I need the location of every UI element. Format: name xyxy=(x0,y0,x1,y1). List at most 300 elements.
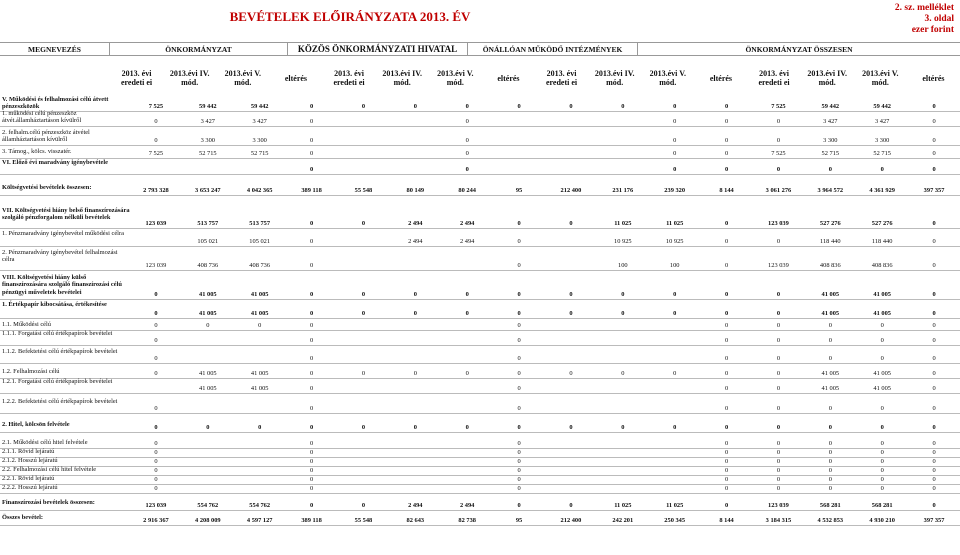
cell-value: 41 005 xyxy=(821,384,840,392)
cell-value: 0 xyxy=(517,237,521,245)
cell-value: 3 653 247 xyxy=(195,186,221,194)
annex-number: 2. sz. melléklet xyxy=(894,3,954,13)
cell-value: 100 xyxy=(618,261,628,269)
cell-value: 3 061 276 xyxy=(765,186,792,194)
cell-value: 0 xyxy=(932,261,936,269)
cell-value: 2 494 xyxy=(459,237,475,245)
cell-value: 0 xyxy=(673,149,677,157)
cell-value: 123 039 xyxy=(768,261,789,269)
column-header: 2013.évi V. mód. xyxy=(437,69,474,87)
cell-value: 0 xyxy=(880,404,884,412)
cell-value: 0 xyxy=(880,354,884,362)
cell-value: 2 494 xyxy=(408,501,423,509)
row-label: 1.2. Felhalmozási célú xyxy=(2,368,60,375)
cell-value: 100 xyxy=(669,261,680,269)
row-divider xyxy=(0,363,960,364)
cell-value: 95 xyxy=(515,186,523,194)
cell-value: 0 xyxy=(880,475,884,483)
table-row xyxy=(0,330,960,344)
row-divider xyxy=(0,413,960,414)
row-label: VI. Előző évi maradvány igénybevétele xyxy=(2,159,108,166)
cell-value: 389 118 xyxy=(301,516,322,524)
cell-value: 0 xyxy=(932,237,936,245)
cell-value: 2 916 367 xyxy=(143,516,169,524)
cell-value: 0 xyxy=(361,423,366,431)
cell-value: 0 xyxy=(724,309,729,317)
row-divider xyxy=(0,525,960,526)
cell-value: 0 xyxy=(828,165,832,173)
cell-value: 397 357 xyxy=(923,516,945,524)
cell-value: 0 xyxy=(569,102,573,110)
cell-value: 0 xyxy=(517,466,521,474)
cell-value: 242 201 xyxy=(612,516,634,524)
cell-value: 0 xyxy=(517,309,521,317)
cell-value: 0 xyxy=(828,484,832,492)
cell-value: 3 300 xyxy=(874,136,890,144)
row-divider xyxy=(0,345,960,346)
cell-value: 95 xyxy=(515,516,523,524)
cell-value: 0 xyxy=(154,290,158,298)
cell-value: 41 005 xyxy=(199,290,217,298)
cell-value: 0 xyxy=(569,501,573,509)
cell-value: 0 xyxy=(621,102,625,110)
cell-value: 0 xyxy=(413,423,417,431)
cell-value: 10 925 xyxy=(665,237,684,245)
cell-value: 0 xyxy=(413,102,417,110)
cell-value: 59 442 xyxy=(250,102,269,110)
cell-value: 7 525 xyxy=(771,149,786,157)
row-label: 2. felhalm.célú pénzeszköz átvétel államháztartáson kívülről xyxy=(2,129,90,144)
cell-value: 0 xyxy=(517,475,521,483)
cell-value: 41 005 xyxy=(821,290,840,298)
cell-value: 41 005 xyxy=(250,384,269,392)
table-row xyxy=(0,274,960,298)
cell-value: 0 xyxy=(932,457,936,465)
cell-value: 0 xyxy=(413,290,417,298)
cell-value: 41 005 xyxy=(250,369,269,377)
cell-value: 0 xyxy=(465,117,469,125)
cell-value: 212 400 xyxy=(560,516,582,524)
row-label: 1. Értékpapír kibocsátása, értékesítése xyxy=(2,301,107,308)
cell-value: 0 xyxy=(517,423,521,431)
cell-value: 0 xyxy=(517,384,521,392)
column-header: 2013.évi IV. mód. xyxy=(594,69,635,87)
table-row xyxy=(0,348,960,362)
cell-value: 513 757 xyxy=(249,219,271,227)
cell-value: 3 300 xyxy=(252,136,267,144)
cell-value: 0 xyxy=(621,290,625,298)
cell-value: 0 xyxy=(724,404,729,412)
cell-value: 0 xyxy=(569,290,573,298)
cell-value: 0 xyxy=(309,261,314,269)
row-label: 2.1. Működési célú hitel felvétele xyxy=(2,439,88,446)
cell-value: 0 xyxy=(932,369,936,377)
cell-value: 52 715 xyxy=(821,149,840,157)
cell-value: 0 xyxy=(932,384,936,392)
cell-value: 0 xyxy=(413,309,417,317)
cell-value: 0 xyxy=(828,457,832,465)
cell-value: 0 xyxy=(517,501,521,509)
cell-value: 41 005 xyxy=(873,309,891,317)
column-header: 2013.évi IV. mód. xyxy=(169,69,210,87)
cell-value: 0 xyxy=(309,117,314,125)
cell-value: 0 xyxy=(258,321,262,329)
cell-value: 0 xyxy=(517,404,521,412)
table-row xyxy=(0,321,960,329)
table-row xyxy=(0,378,960,392)
row-divider xyxy=(0,174,960,175)
cell-value: 0 xyxy=(828,448,832,456)
cell-value: 0 xyxy=(673,290,677,298)
cell-value: 0 xyxy=(517,369,521,377)
cell-value: 0 xyxy=(309,149,314,157)
cell-value: 0 xyxy=(724,102,729,110)
cell-value: 0 xyxy=(154,369,158,377)
cell-value: 0 xyxy=(154,475,158,483)
table-row xyxy=(0,110,960,125)
cell-value: 0 xyxy=(361,102,366,110)
cell-value: 3 300 xyxy=(823,136,838,144)
cell-value: 0 xyxy=(776,309,781,317)
column-header: eltérés xyxy=(922,73,945,83)
cell-value: 0 xyxy=(776,336,781,344)
cell-value: 55 548 xyxy=(354,516,373,524)
row-label: Összes bevétel: xyxy=(2,514,43,521)
cell-value: 554 762 xyxy=(249,501,271,509)
cell-value: 0 xyxy=(724,237,729,245)
cell-value: 4 042 365 xyxy=(246,186,273,194)
cell-value: 0 xyxy=(517,439,521,447)
cell-value: 0 xyxy=(517,321,521,329)
cell-value: 0 xyxy=(828,336,832,344)
row-divider xyxy=(0,432,960,433)
cell-value: 0 xyxy=(724,501,729,509)
row-label: 2.1.2. Hosszú lejáratú xyxy=(2,457,58,464)
cell-value: 0 xyxy=(724,354,729,362)
table-row xyxy=(0,475,960,483)
cell-value: 0 xyxy=(309,466,314,474)
cell-value: 3 427 xyxy=(200,117,215,125)
cell-value: 0 xyxy=(361,309,366,317)
cell-value: 408 736 xyxy=(197,261,219,269)
row-label: 2. Pénzmaradvány igénybevétel felhalmozási célra xyxy=(2,249,118,264)
row-label: 2.2.1. Rövid lejáratú xyxy=(2,475,55,482)
row-label: 1. működési célú pénzeszköz átvét.államháztartáson kívülről xyxy=(2,110,82,125)
cell-value: 0 xyxy=(880,448,884,456)
cell-value: 0 xyxy=(724,117,729,125)
row-divider xyxy=(0,195,960,196)
cell-value: 0 xyxy=(776,475,781,483)
cell-value: 513 757 xyxy=(197,219,219,227)
cell-value: 0 xyxy=(465,165,469,173)
cell-value: 41 005 xyxy=(199,384,217,392)
cell-value: 105 021 xyxy=(249,237,271,245)
cell-value: 7 525 xyxy=(148,149,164,157)
row-label: 1.1. Működési célú xyxy=(2,321,51,328)
table-row xyxy=(0,421,960,431)
page-number: 3. oldal xyxy=(924,14,954,24)
cell-value: 0 xyxy=(776,321,781,329)
cell-value: 0 xyxy=(465,309,469,317)
column-header: 2013. évi eredeti ei xyxy=(120,69,153,87)
group-header-row xyxy=(0,42,960,56)
cell-value: 0 xyxy=(724,321,729,329)
cell-value: 11 025 xyxy=(614,219,632,227)
cell-value: 0 xyxy=(932,423,936,431)
cell-value: 0 xyxy=(880,457,884,465)
cell-value: 41 005 xyxy=(199,309,217,317)
row-label: 2. Hitel, kölcsön felvétele xyxy=(2,421,70,428)
cell-value: 0 xyxy=(309,501,314,509)
table-row xyxy=(0,466,960,474)
cell-value: 527 276 xyxy=(871,219,893,227)
cell-value: 0 xyxy=(932,501,936,509)
cell-value: 3 427 xyxy=(823,117,838,125)
row-label: 1. Pénzmaradvány igénybevétel működési célra xyxy=(2,230,124,237)
cell-value: 4 930 210 xyxy=(869,516,895,524)
cell-value: 2 494 xyxy=(408,219,423,227)
cell-value: 212 400 xyxy=(560,186,582,194)
cell-value: 0 xyxy=(880,165,884,173)
cell-value: 4 361 929 xyxy=(869,186,895,194)
cell-value: 0 xyxy=(361,369,366,377)
cell-value: 0 xyxy=(724,448,729,456)
table-row xyxy=(0,159,960,173)
cell-value: 0 xyxy=(621,309,625,317)
cell-value: 0 xyxy=(154,336,158,344)
table-row xyxy=(0,184,960,194)
cell-value: 0 xyxy=(517,457,521,465)
cell-value: 0 xyxy=(932,475,936,483)
cell-value: 2 494 xyxy=(459,501,475,509)
cell-value: 0 xyxy=(465,149,469,157)
cell-value: 0 xyxy=(776,290,781,298)
cell-value: 0 xyxy=(932,448,936,456)
cell-value: 231 176 xyxy=(612,186,634,194)
cell-value: 0 xyxy=(309,369,314,377)
cell-value: 0 xyxy=(776,384,781,392)
cell-value: 0 xyxy=(154,309,158,317)
cell-value: 8 144 xyxy=(719,516,734,524)
cell-value: 0 xyxy=(776,136,781,144)
cell-value: 0 xyxy=(776,404,781,412)
cell-value: 52 715 xyxy=(199,149,217,157)
cell-value: 0 xyxy=(776,354,781,362)
page-title: BEVÉTELEK ELŐIRÁNYZATA 2013. ÉV xyxy=(229,9,471,24)
cell-value: 0 xyxy=(673,309,677,317)
cell-value: 0 xyxy=(309,404,314,412)
cell-value: 0 xyxy=(932,354,936,362)
cell-value: 0 xyxy=(309,290,314,298)
cell-value: 0 xyxy=(932,404,936,412)
table-row xyxy=(0,439,960,447)
cell-value: 59 442 xyxy=(873,102,891,110)
cell-value: 0 xyxy=(673,102,677,110)
row-label: VIII. Költségvetési hiány külső finanszírozására szolgáló finanszírozási célú pénzügyi műveletek bevételei xyxy=(2,274,122,296)
row-divider xyxy=(0,126,960,127)
cell-value: 7 525 xyxy=(148,102,164,110)
cell-value: 11 025 xyxy=(666,219,684,227)
column-header: 2013. évi eredeti ei xyxy=(545,69,578,87)
cell-value: 41 005 xyxy=(873,384,891,392)
cell-value: 0 xyxy=(569,219,573,227)
cell-value: 0 xyxy=(154,484,158,492)
row-label: 1.2.2. Befektetési célú értékpapírok bevételei xyxy=(2,398,118,405)
cell-value: 0 xyxy=(724,475,729,483)
cell-value: 0 xyxy=(673,165,677,173)
table-row xyxy=(0,514,960,524)
cell-value: 0 xyxy=(206,423,210,431)
cell-value: 0 xyxy=(517,219,521,227)
cell-value: 0 xyxy=(413,369,417,377)
cell-value: 0 xyxy=(776,466,781,474)
cell-value: 10 925 xyxy=(614,237,632,245)
column-header: 2013.évi IV. mód. xyxy=(807,69,847,87)
cell-value: 0 xyxy=(517,261,521,269)
cell-value: 41 005 xyxy=(873,290,891,298)
row-divider xyxy=(0,145,960,146)
cell-value: 0 xyxy=(932,309,936,317)
table-row xyxy=(0,368,960,377)
cell-value: 118 440 xyxy=(871,237,893,245)
cell-value: 118 440 xyxy=(820,237,841,245)
cell-value: 568 281 xyxy=(819,501,841,509)
cell-value: 123 039 xyxy=(145,219,167,227)
cell-value: 0 xyxy=(465,423,469,431)
cell-value: 0 xyxy=(828,423,832,431)
cell-value: 0 xyxy=(309,423,314,431)
table-row xyxy=(0,96,960,110)
cell-value: 3 427 xyxy=(874,117,890,125)
cell-value: 0 xyxy=(880,484,884,492)
cell-value: 0 xyxy=(309,336,314,344)
cell-value: 0 xyxy=(724,336,729,344)
row-label: 1.1.1. Forgatási célú értékpapírok bevételei xyxy=(2,330,113,337)
group-header: ÖNKORMÁNYZAT ÖSSZESEN xyxy=(745,44,853,54)
cell-value: 0 xyxy=(932,117,936,125)
cell-value: 0 xyxy=(932,136,936,144)
group-header: KÖZÖS ÖNKORMÁNYZATI HIVATAL xyxy=(288,43,468,55)
cell-value: 0 xyxy=(621,369,625,377)
cell-value: 11 025 xyxy=(666,501,684,509)
cell-value: 0 xyxy=(309,354,314,362)
cell-value: 4 532 853 xyxy=(817,516,844,524)
cell-value: 527 276 xyxy=(819,219,841,227)
cell-value: 0 xyxy=(724,457,729,465)
cell-value: 0 xyxy=(724,484,729,492)
cell-value: 0 xyxy=(673,423,677,431)
cell-value: 80 244 xyxy=(458,186,476,194)
cell-value: 0 xyxy=(724,290,729,298)
column-header: eltérés xyxy=(709,73,733,83)
cell-value: 568 281 xyxy=(871,501,893,509)
cell-value: 0 xyxy=(880,321,884,329)
cell-value: 4 597 127 xyxy=(246,516,273,524)
cell-value: 408 736 xyxy=(249,261,271,269)
cell-value: 0 xyxy=(932,102,936,110)
cell-value: 0 xyxy=(724,369,729,377)
cell-value: 0 xyxy=(880,423,884,431)
cell-value: 0 xyxy=(673,369,677,377)
cell-value: 0 xyxy=(154,404,158,412)
cell-value: 0 xyxy=(828,466,832,474)
cell-value: 0 xyxy=(309,448,314,456)
cell-value: 3 184 315 xyxy=(765,516,792,524)
unit-label: ezer forint xyxy=(911,25,954,35)
cell-value: 0 xyxy=(517,336,521,344)
cell-value: 0 xyxy=(465,369,469,377)
cell-value: 0 xyxy=(569,423,573,431)
column-header-row xyxy=(110,66,960,90)
cell-value: 0 xyxy=(465,290,469,298)
row-label: 2.1.1. Rövid lejáratú xyxy=(2,448,55,455)
cell-value: 4 208 009 xyxy=(195,516,221,524)
cell-value: 41 005 xyxy=(821,309,840,317)
cell-value: 0 xyxy=(309,475,314,483)
cell-value: 52 715 xyxy=(250,149,269,157)
row-label: V. Működési és felhalmozási célú átvett pénzeszközök xyxy=(2,96,109,111)
cell-value: 0 xyxy=(776,439,781,447)
cell-value: 0 xyxy=(361,501,366,509)
cell-value: 0 xyxy=(517,290,521,298)
cell-value: 0 xyxy=(932,484,936,492)
table-row xyxy=(0,398,960,412)
cell-value: 0 xyxy=(309,484,314,492)
cell-value: 2 494 xyxy=(408,237,423,245)
cell-value: 0 xyxy=(724,165,729,173)
cell-value: 0 xyxy=(724,261,729,269)
row-divider xyxy=(0,299,960,300)
cell-value: 0 xyxy=(724,423,729,431)
cell-value: 41 005 xyxy=(199,369,217,377)
cell-value: 239 320 xyxy=(664,186,686,194)
cell-value: 7 525 xyxy=(771,102,786,110)
row-label: 2.2.2. Hosszú lejáratú xyxy=(2,484,58,491)
cell-value: 0 xyxy=(154,466,158,474)
cell-value: 0 xyxy=(154,448,158,456)
cell-value: 0 xyxy=(569,309,573,317)
cell-value: 0 xyxy=(828,354,832,362)
row-label: Finanszírozási bevételek összesen: xyxy=(2,499,95,506)
cell-value: 3 427 xyxy=(252,117,267,125)
row-divider xyxy=(0,510,960,511)
cell-value: 0 xyxy=(724,439,729,447)
cell-value: 0 xyxy=(154,354,158,362)
cell-value: 0 xyxy=(776,117,781,125)
cell-value: 0 xyxy=(309,165,314,173)
column-header: 2013. évi eredeti ei xyxy=(333,69,365,87)
cell-value: 0 xyxy=(776,237,781,245)
cell-value: 0 xyxy=(880,336,884,344)
table-row xyxy=(0,484,960,492)
column-header: 2013. évi eredeti ei xyxy=(758,69,790,87)
cell-value: 0 xyxy=(309,136,314,144)
cell-value: 0 xyxy=(932,219,936,227)
row-label: 2.2. Felhalmozási célú hitel felvétele xyxy=(2,466,97,473)
cell-value: 0 xyxy=(880,439,884,447)
cell-value: 0 xyxy=(932,336,936,344)
cell-value: 0 xyxy=(309,321,314,329)
cell-value: 0 xyxy=(361,290,366,298)
cell-value: 0 xyxy=(517,354,521,362)
row-divider xyxy=(0,270,960,271)
cell-value: 0 xyxy=(621,423,625,431)
table-row xyxy=(0,499,960,509)
table-row xyxy=(0,230,960,245)
table-row xyxy=(0,207,960,227)
cell-value: 0 xyxy=(932,290,936,298)
cell-value: 397 357 xyxy=(923,186,945,194)
